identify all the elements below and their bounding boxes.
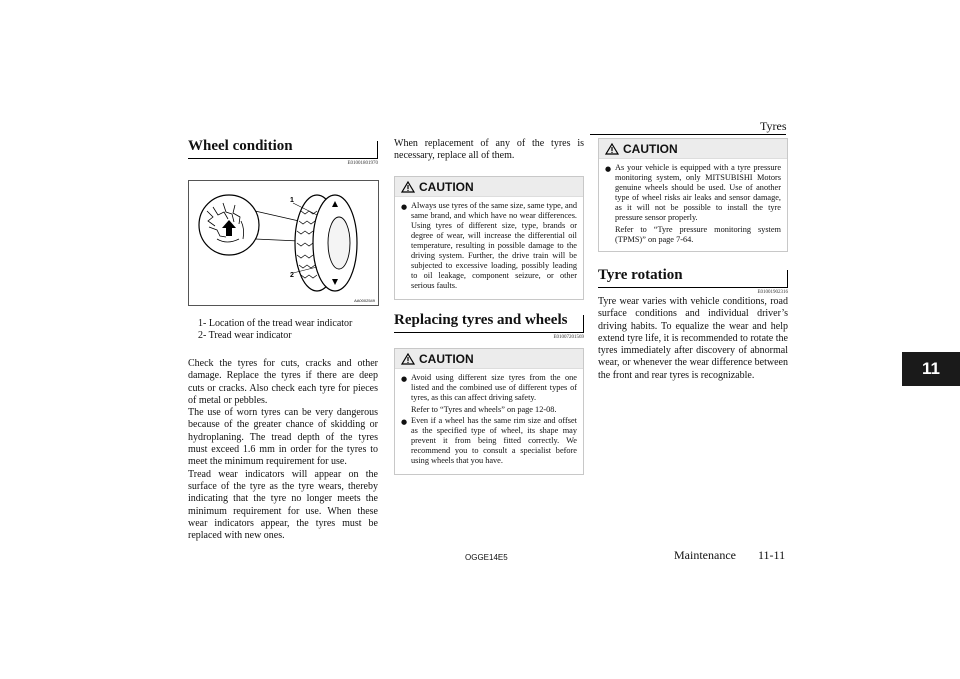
caution-label: CAUTION [623,142,678,156]
warning-triangle-icon [401,353,415,365]
running-header-rule [590,134,786,135]
chapter-tab: 11 [902,352,960,386]
section-title-wheel-condition: Wheel condition [188,138,378,159]
caution-label: CAUTION [419,179,474,194]
caution-bullet [401,373,577,403]
caution-bullet [401,416,577,466]
caution-header [395,177,583,196]
figure-callout-2: 2 [290,272,294,279]
caution-label: CAUTION [419,351,474,366]
figure-legend [198,318,378,342]
section-code: E01001801970 [347,161,378,166]
section-title-tyre-rotation: Tyre rotation [598,267,788,288]
bullet-icon: ● [401,202,408,211]
bullet-icon: ● [401,417,408,426]
paragraph: Check the tyres for cuts, cracks and other damage. Replace the tyres if there are deep cuts or cracks. Also check each tyre for pieces of metal or pebbles. [188,358,378,406]
caution-bullet [401,201,577,291]
column-3 [598,138,788,382]
figure-callout-1: 1 [290,197,294,204]
paragraph: The use of worn tyres can be very dangerous because of the greater chance of skidding or hydroplaning. The tread depth of the tyres must exceed 1.6 mm in order for the tyres to meet the minimum requirement for use. [188,407,378,468]
paragraph: Tread wear indicators will appear on the surface of the tyre as the tyre wears, thereby indicating that the tyre no longer meets the minimum requirement for use. When these wear indicators appear, the tyres must be replaced with new ones. [188,468,378,542]
caution-box [394,176,584,300]
caution-box [598,138,788,252]
caution-bullet-text: Even if a wheel has the same rim size and offset as the specified type of wheel, its shape may prevent it from being fitted correctly. We recommend you to consult a specialist before using wheels that you have. [411,415,577,465]
tyre-illustration [189,181,378,305]
section-code: E01001902316 [757,290,788,295]
caution-reference: Refer to “Tyres and wheels” on page 12-08. [411,404,557,414]
running-header-title: Tyres [760,119,787,133]
caution-box [394,348,584,475]
caution-bullet-text: As your vehicle is equipped with a tyre pressure monitoring system, only MITSUBISHI Motors genuine wheels should be used. Use of another type of wheel risks air leaks and sensor damage, as it will not be possible to install the tyre pressure sensor properly. [615,163,781,222]
caution-body [599,158,787,251]
body-text [188,358,378,542]
caution-bullet-text: Always use tyres of the same size, same type, and same brand, and which have no wear differences. Using tyres of different size, type, brands or degree of wear, will increase the differential oil temperature, resulting in possible damage to the driving system. Further, the drive train will be subjected to excessive loading, possibly leading to oil leakage, component seizure, or other serious faults. [411,200,577,290]
caution-header [395,349,583,368]
warning-triangle-icon [605,143,619,155]
legend-item: 1- Location of the tread wear indicator [198,318,353,329]
column-1 [188,138,378,542]
caution-body [395,368,583,474]
legend-item: 2- Tread wear indicator [198,330,292,341]
column-2 [394,138,584,475]
figure-code: AA0002549 [354,298,375,303]
warning-triangle-icon [401,181,415,193]
bullet-icon: ● [401,374,408,383]
footer-code: OGGE14E5 [465,553,508,562]
footer-section: Maintenance [674,548,736,562]
caution-reference: Refer to “Tyre pressure monitoring system (TPMS)” on page 7-64. [615,225,781,244]
caution-bullet [605,163,781,223]
footer-page-number: 11-11 [758,548,786,562]
intro-paragraph: When replacement of any of the tyres is necessary, replace all of them. [394,138,584,162]
section-code: E01007201569 [553,334,584,340]
caution-body [395,196,583,299]
body-text: Tyre wear varies with vehicle conditions, road surface conditions and individual driver’s driving habits. To equalize the wear and help extend tyre life, it is recommended to rotate the tyres immediately after discovery of abnormal wear, or whenever the wear difference between the front and rear tyres is recognizable. [598,296,788,381]
caution-bullet-text: Avoid using different size tyres from the one listed and the combined use of different types of tyres, as this can affect driving safety. [411,372,577,402]
section-title-replacing: Replacing tyres and wheels [394,312,584,333]
tyre-figure [188,180,379,306]
caution-header [599,139,787,158]
bullet-icon: ● [605,165,612,173]
